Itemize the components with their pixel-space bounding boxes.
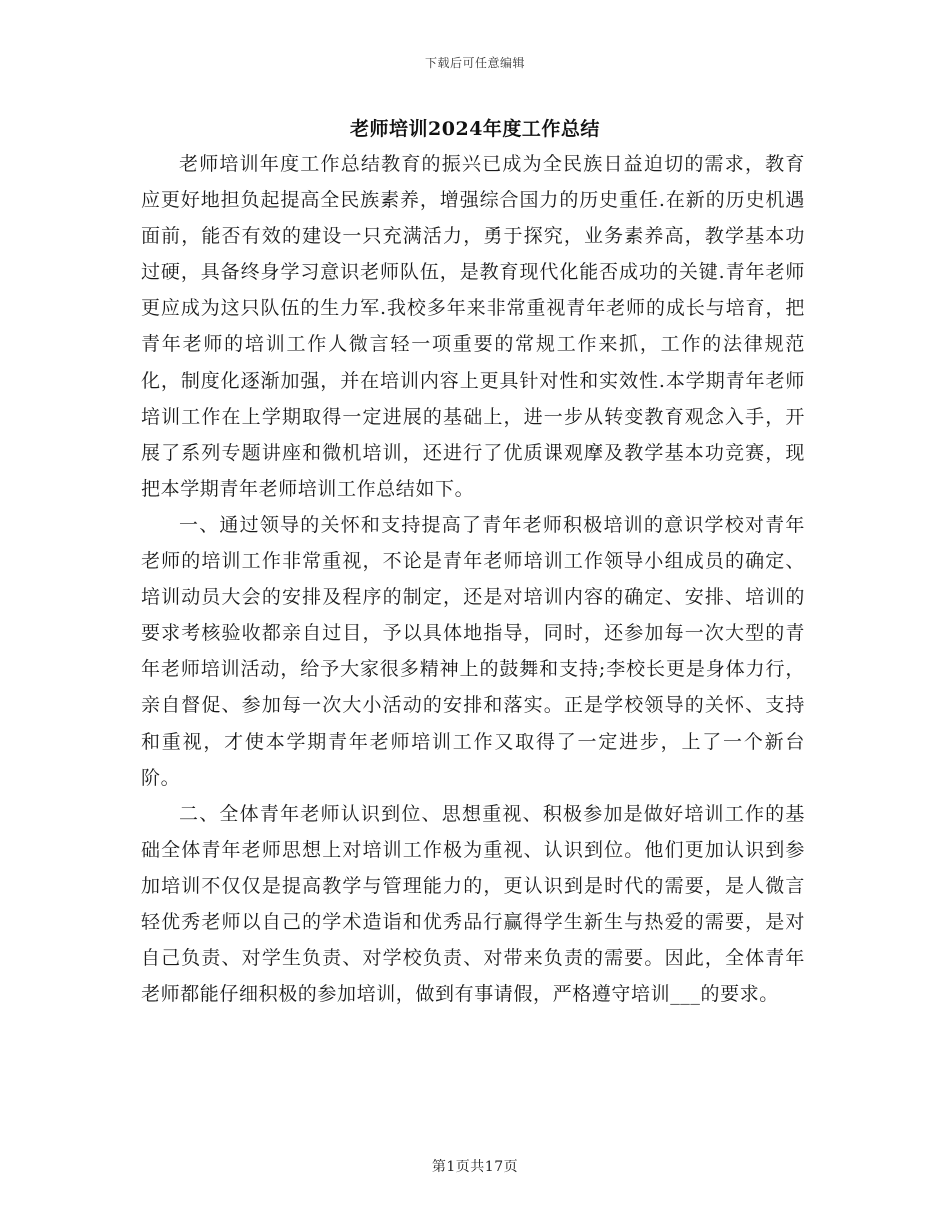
document-body <box>141 146 805 1012</box>
document-title: 老师培训2024年度工作总结 <box>350 118 600 140</box>
paragraph-section-1: 一、通过领导的关怀和支持提高了青年老师积极培训的意识学校对青年老师的培训工作非常重视，不论是青年老师培训工作领导小组成员的确定、培训动员大会的安排及程序的制定，还是对培训内容的确定、安排、培训的要求考核验收都亲自过目，予以具体地指导，同时，还参加每一次大型的青年老师培训活动，给予大家很多精神上的鼓舞和支持;李校长更是身体力行，亲自督促、参加每一次大小活动的安排和落实。正是学校领导的关怀、支持和重视，才使本学期青年老师培训工作又取得了一定进步，上了一个新台阶。 <box>141 513 805 789</box>
page-indicator: 第1页共17页 <box>431 1159 519 1175</box>
header-note: 下载后可任意编辑 <box>424 56 525 70</box>
paragraph-intro: 老师培训年度工作总结教育的振兴已成为全民族日益迫切的需求，教育应更好地担负起提高全民族素养，增强综合国力的历史重任.在新的历史机遇面前，能否有效的建设一只充满活力，勇于探究，业务素养高，教学基本功过硬，具备终身学习意识老师队伍，是教育现代化能否成功的关键.青年老师更应成为这只队伍的生力军.我校多年来非常重视青年老师的成长与培育，把青年老师的培训工作人微言轻一项重要的常规工作来抓，工作的法律规范化，制度化逐渐加强，并在培训内容上更具针对性和实效性.本学期青年老师培训工作在上学期取得一定进展的基础上，进一步从转变教育观念入手，开展了系列专题讲座和微机培训，还进行了优质课观摩及教学基本功竞赛，现把本学期青年老师培训工作总结如下。 <box>141 153 805 500</box>
paragraph-section-2: 二、全体青年老师认识到位、思想重视、积极参加是做好培训工作的基础全体青年老师思想上对培训工作极为重视、认识到位。他们更加认识到参加培训不仅仅是提高教学与管理能力的，更认识到是时代的需要，是人微言轻优秀老师以自己的学术造诣和优秀品行赢得学生新生与热爱的需要，是对自己负责、对学生负责、对学校负责、对带来负责的需要。因此，全体青年老师都能仔细积极的参加培训，做到有事请假，严格遵守培训___的要求。 <box>141 802 805 1006</box>
